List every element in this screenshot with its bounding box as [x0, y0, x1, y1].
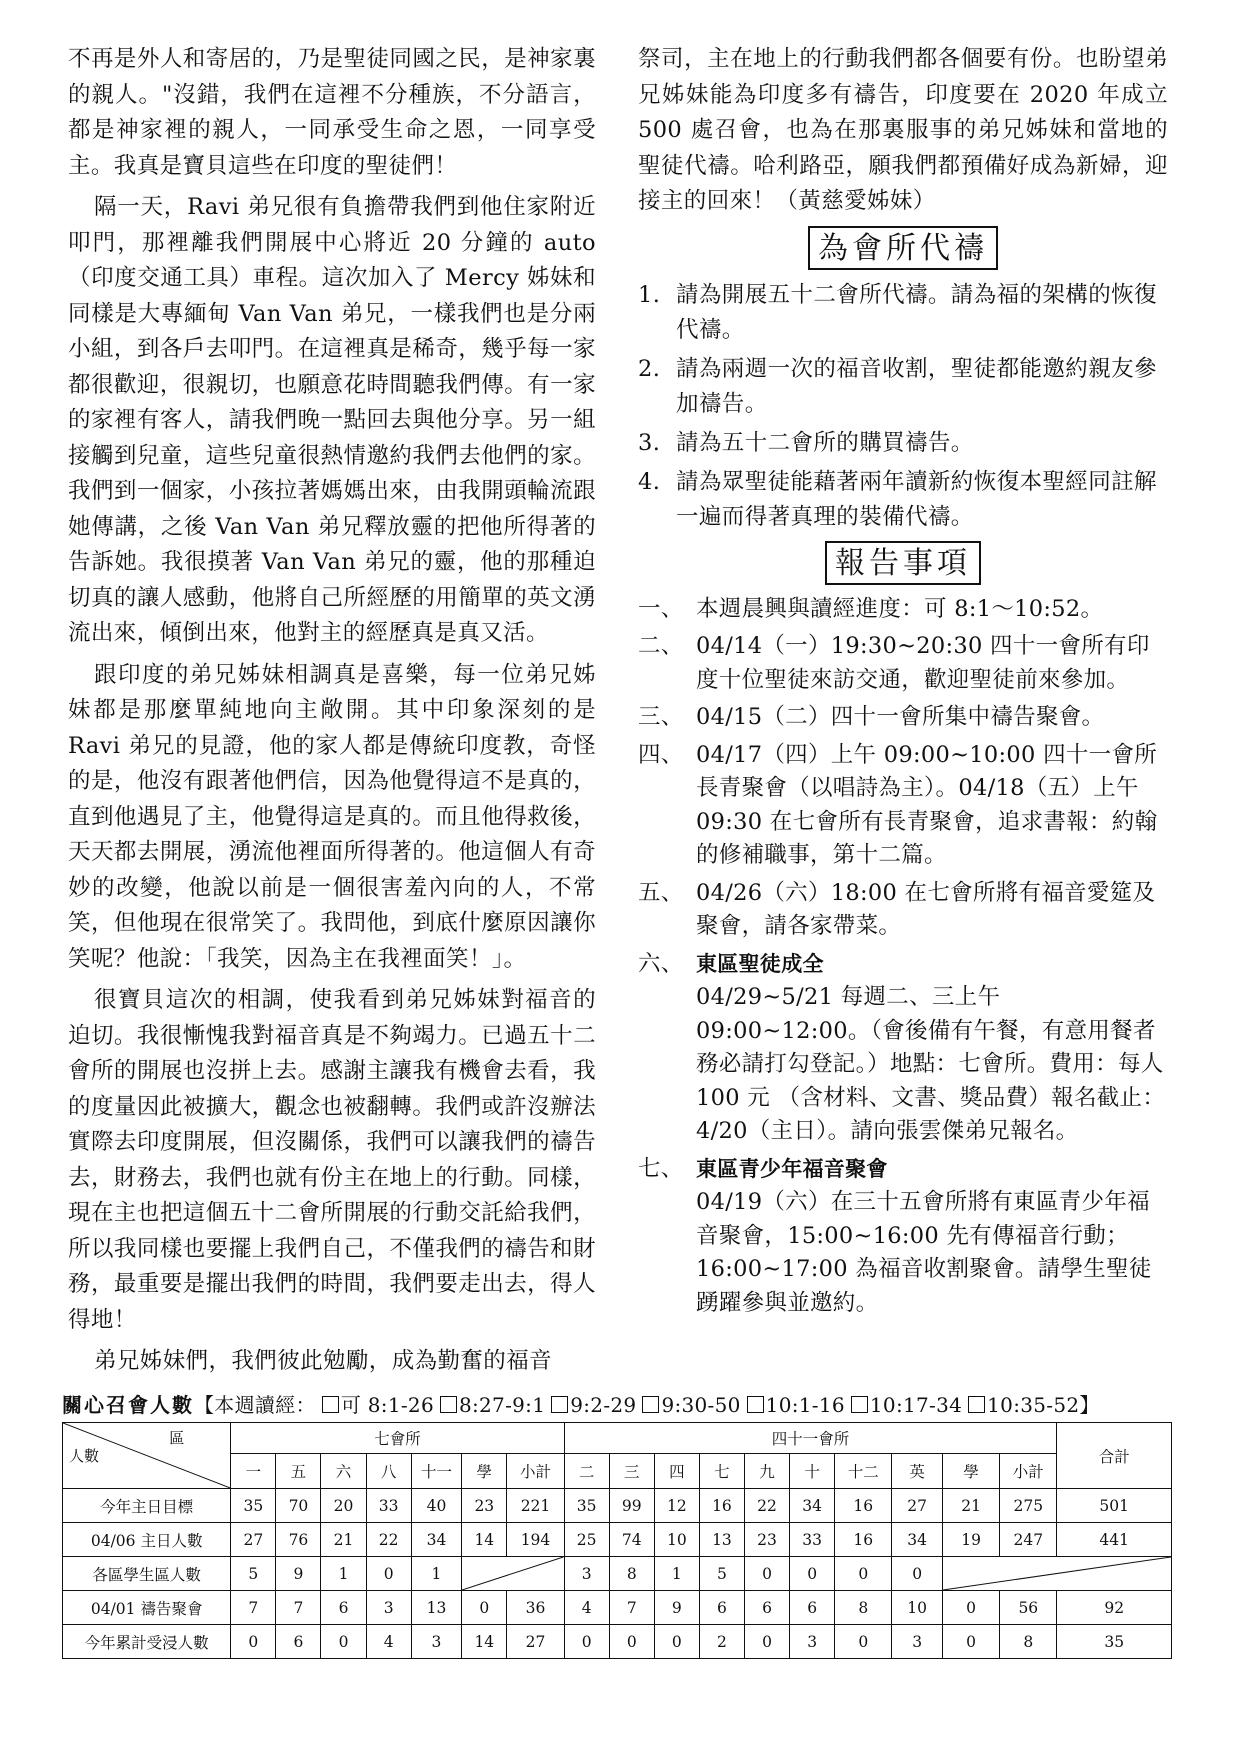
- table-cell: 8: [835, 1591, 892, 1625]
- notice-list: [638, 593, 1168, 1321]
- table-header-row: [63, 1423, 1172, 1454]
- table-cell: 0: [321, 1625, 366, 1659]
- table-cell: 5: [231, 1557, 276, 1591]
- table-cell: 12: [654, 1489, 699, 1523]
- reading-checkbox[interactable]: [851, 1396, 868, 1413]
- article-paragraph-4: 很寶貝這次的相調，使我看到弟兄姊妹對福音的迫切。我很慚愧我對福音真是不夠竭力。已過五十二會所的開展也沒拼上去。感謝主讓我有機會去看，我的度量因此被擴大，觀念也被翻轉。我們或許沒辦法實際去印度開展，但沒關係，我們可以讓我們的禱告去，財務去，我們也就有份主在地上的行動。同樣，現在主也把這個五十二會所開展的行動交託給我們，所以我同樣也要擺上我們自己，不僅我們的禱告和財務，最重要是擺出我們的時間，我們要走出去，得人得地！: [68, 987, 596, 1333]
- notice-item-number: 四、: [638, 741, 684, 768]
- table-row: [63, 1489, 1172, 1523]
- prayer-item: [638, 278, 1168, 348]
- table-cell: 0: [942, 1591, 999, 1625]
- table-cell: 0: [744, 1625, 789, 1659]
- reading-item: 可 8:1-26: [340, 1393, 434, 1417]
- notice-item-number: 一、: [638, 595, 684, 622]
- table-cell: 4: [366, 1625, 411, 1659]
- table-cell: 3: [892, 1625, 943, 1659]
- table-cell: 1: [654, 1557, 699, 1591]
- article-closing-paragraph: 祭司，主在地上的行動我們都各個要有份。也盼望弟兄姊妹能為印度多有禱告，印度要在 2020 年成立 500 處召會，也為在那裏服事的弟兄姊妹和當地的聖徒代禱。哈利路亞，願我們都預備好成為新婦，迎接主的回來！（黃慈愛姊妹）: [638, 46, 1168, 214]
- table-row: [63, 1557, 1172, 1591]
- table-cell: 1: [411, 1557, 462, 1591]
- table-cell: 0: [892, 1557, 943, 1591]
- table-cell: 0: [835, 1625, 892, 1659]
- notice-item: [638, 701, 1168, 735]
- table-cell: 0: [744, 1557, 789, 1591]
- article-paragraph-2: 隔一天，Ravi 弟兄很有負擔帶我們到他住家附近叩門，那裡離我們開展中心將近 20 分鐘的 auto（印度交通工具）車程。這次加入了 Mercy 姊妹和同樣是大專緬甸 Van Van 弟兄，一樣我們也是分兩小組，到各戶去叩門。在這裡真是稀奇，幾乎每一家都很歡迎，很親切，也願意花時間聽我們傳。有一家的家裡有客人，請我們晚一點回去與他分享。另一組接觸到兒童，這些兒童很熱情邀約我們去他們的家。我們到一個家，小孩拉著媽媽出來，由我開頭輪流跟她傳講，之後 Van Van 弟兄釋放靈的把他所得著的告訴她。我很摸著 Van Van 弟兄的靈，他的那種迫切真的讓人感動，他將自己所經歷的用簡單的英文湧流出來，傾倒出來，他對主的經歷真是真又活。: [68, 194, 596, 646]
- district-column-header: 學: [462, 1454, 507, 1489]
- table-cell: 6: [790, 1591, 835, 1625]
- prayer-list: [638, 278, 1168, 535]
- table-cell: 22: [744, 1489, 789, 1523]
- table-cell: 9: [276, 1557, 321, 1591]
- notice-item-text: 本週晨興與讀經進度：可 8:1～10:52。: [696, 595, 1104, 622]
- district-column-header: 學: [942, 1454, 999, 1489]
- right-column: [638, 42, 1168, 1324]
- table-cell: 22: [366, 1523, 411, 1557]
- table-cell: 13: [411, 1591, 462, 1625]
- table-cell: 23: [744, 1523, 789, 1557]
- notice-item-number: 七、: [638, 1155, 684, 1182]
- district-column-header: 二: [564, 1454, 609, 1489]
- article-paragraph-5: 弟兄姊妹們，我們彼此勉勵，成為勤奮的福音: [94, 1348, 553, 1374]
- notice-item: [638, 593, 1168, 627]
- table-cell: 0: [231, 1625, 276, 1659]
- prayer-item: [638, 465, 1168, 535]
- district-column-header: 小計: [507, 1454, 564, 1489]
- table-cell: 7: [609, 1591, 654, 1625]
- table-cell: 34: [790, 1489, 835, 1523]
- prayer-item-text: 請為眾聖徒能藉著兩年讀新約恢復本聖經同註解一遍而得著真理的裝備代禱。: [676, 468, 1157, 530]
- prayer-heading: 為會所代禱: [808, 226, 998, 270]
- notice-item-text: 04/17（四）上午 09:00~10:00 四十一會所長青聚會（以唱詩為主）。04/18（五）上午 09:30 在七會所有長青聚會，追求書報：約翰的修補職事，第十二篇。: [696, 741, 1158, 868]
- table-cell: 0: [654, 1625, 699, 1659]
- reading-item: 10:35-52: [987, 1393, 1080, 1417]
- table-cell: 194: [507, 1523, 564, 1557]
- table-cell: 35: [1057, 1625, 1172, 1659]
- row-label: 今年累計受浸人數: [63, 1625, 231, 1659]
- table-row: [63, 1625, 1172, 1659]
- attendance-table: [62, 1422, 1172, 1659]
- group-header-hall-7: 七會所: [231, 1423, 564, 1454]
- table-cell: 8: [609, 1557, 654, 1591]
- reading-item: 10:17-34: [869, 1393, 963, 1417]
- table-cell: 1: [321, 1557, 366, 1591]
- corner-label-count: 人數: [69, 1447, 100, 1465]
- table-cell: 25: [564, 1523, 609, 1557]
- reading-schedule-line: [62, 1392, 1172, 1418]
- table-cell: 13: [699, 1523, 744, 1557]
- table-corner-cell: [63, 1423, 231, 1489]
- table-cell: 10: [892, 1591, 943, 1625]
- district-column-header: 五: [276, 1454, 321, 1489]
- table-cell: 21: [321, 1523, 366, 1557]
- district-column-header: 十: [790, 1454, 835, 1489]
- district-column-header: 七: [699, 1454, 744, 1489]
- district-column-header: 六: [321, 1454, 366, 1489]
- prayer-item: [638, 426, 1168, 461]
- notice-item-number: 二、: [638, 633, 684, 659]
- prayer-heading-wrap: [638, 226, 1168, 270]
- table-cell: 0: [609, 1625, 654, 1659]
- table-cell: 8: [1000, 1625, 1057, 1659]
- prayer-item-text: 請為兩週一次的福音收割，聖徒都能邀約親友參加禱告。: [676, 355, 1157, 417]
- prayer-item-number: 1.: [638, 281, 661, 308]
- table-cell: 0: [366, 1557, 411, 1591]
- prayer-item-number: 4.: [638, 468, 661, 495]
- table-cell: 27: [892, 1489, 943, 1523]
- table-cell: 0: [564, 1625, 609, 1659]
- table-cell: 6: [744, 1591, 789, 1625]
- reading-checkbox[interactable]: [747, 1396, 764, 1413]
- row-label: 04/01 禱告聚會: [63, 1591, 231, 1625]
- notice-item-number: 五、: [638, 879, 684, 906]
- table-cell: 275: [1000, 1489, 1057, 1523]
- table-cell: 20: [321, 1489, 366, 1523]
- notice-heading: 報告事項: [825, 541, 981, 585]
- table-cell: 441: [1057, 1523, 1172, 1557]
- attendance-title: 關心召會人數: [62, 1393, 194, 1417]
- table-cell: 35: [231, 1489, 276, 1523]
- district-column-header: 八: [366, 1454, 411, 1489]
- table-cell: 7: [231, 1591, 276, 1625]
- article-paragraph-3: 跟印度的弟兄姊妹相調真是喜樂，每一位弟兄姊妹都是那麼單純地向主敞開。其中印象深刻的是 Ravi 弟兄的見證，他的家人都是傳統印度教，奇怪的是，他沒有跟著他們信，因為他覺得這不是真的，直到他遇見了主，他覺得這是真的。而且他得救後，天天都去開展，湧流他裡面所得著的。他這個人有奇妙的改變，他說以前是一個很害羞內向的人，不常笑，但他現在很常笑了。我問他，到底什麼原因讓你笑呢？他說：「我笑，因為主在我裡面笑！」。: [68, 661, 596, 972]
- row-label: 各區學生區人數: [63, 1557, 231, 1591]
- table-cell: 501: [1057, 1489, 1172, 1523]
- reading-item: 9:2-29: [570, 1393, 637, 1417]
- notice-heading-wrap: [638, 541, 1168, 585]
- prayer-item-number: 3.: [638, 429, 661, 456]
- notice-item-title: 東區聖徒成全: [696, 951, 824, 976]
- row-label: 04/06 主日人數: [63, 1523, 231, 1557]
- notice-item-title: 東區青少年福音聚會: [696, 1156, 888, 1181]
- table-cell: 0: [462, 1591, 507, 1625]
- notice-item-number: 三、: [638, 704, 684, 730]
- table-cell: 14: [462, 1625, 507, 1659]
- table-cell: 35: [564, 1489, 609, 1523]
- article-paragraph-1: 不再是外人和寄居的，乃是聖徒同國之民，是神家裏的親人。"沒錯，我們在這裡不分種族，不分語言，都是神家裡的親人，一同承受生命之恩，一同享受主。我真是寶貝這些在印度的聖徒們！: [68, 46, 596, 179]
- prayer-item-number: 2.: [638, 355, 661, 382]
- district-column-header: 十二: [835, 1454, 892, 1489]
- table-cell: 70: [276, 1489, 321, 1523]
- district-column-header: 小計: [1000, 1454, 1057, 1489]
- table-row: [63, 1591, 1172, 1625]
- district-column-header: 十一: [411, 1454, 462, 1489]
- reading-checkbox[interactable]: [322, 1396, 339, 1413]
- notice-item: [638, 739, 1168, 873]
- table-cell: 221: [507, 1489, 564, 1523]
- total-header: 合計: [1057, 1423, 1172, 1489]
- table-cell: 56: [1000, 1591, 1057, 1625]
- table-cell: 16: [699, 1489, 744, 1523]
- table-cell: 76: [276, 1523, 321, 1557]
- reading-item: 8:27-9:1: [458, 1393, 546, 1417]
- table-body: [63, 1489, 1172, 1659]
- table-cell: 92: [1057, 1591, 1172, 1625]
- table-cell: 3: [411, 1625, 462, 1659]
- table-cell: 4: [564, 1591, 609, 1625]
- table-cell: 33: [366, 1489, 411, 1523]
- reading-checkbox[interactable]: [968, 1396, 985, 1413]
- table-cell: 36: [507, 1591, 564, 1625]
- reading-checkbox[interactable]: [642, 1396, 659, 1413]
- notice-item-text: 04/15（二）四十一會所集中禱告聚會。: [696, 704, 1105, 730]
- reading-item: 10:1-16: [765, 1393, 845, 1417]
- group-header-hall-41: 四十一會所: [564, 1423, 1057, 1454]
- empty-slash-cell: [942, 1557, 1171, 1591]
- reading-checkbox[interactable]: [551, 1396, 568, 1413]
- table-cell: 99: [609, 1489, 654, 1523]
- district-column-header: 九: [744, 1454, 789, 1489]
- table-cell: 7: [276, 1591, 321, 1625]
- table-cell: 0: [790, 1557, 835, 1591]
- table-cell: 34: [892, 1523, 943, 1557]
- reading-suffix: 】: [1079, 1393, 1100, 1417]
- attendance-section: [62, 1392, 1172, 1659]
- notice-item-number: 六、: [638, 950, 684, 977]
- notice-item-text: 04/19（六）在三十五會所將有東區青少年福音聚會，15:00~16:00 先有傳福音行動；16:00~17:00 為福音收割聚會。請學生聖徒踴躍參與並邀約。: [696, 1189, 1152, 1316]
- table-cell: 6: [276, 1625, 321, 1659]
- table-cell: 40: [411, 1489, 462, 1523]
- table-cell: 16: [835, 1489, 892, 1523]
- table-cell: 16: [835, 1523, 892, 1557]
- table-cell: 0: [942, 1625, 999, 1659]
- table-cell: 2: [699, 1625, 744, 1659]
- empty-slash-cell: [462, 1557, 564, 1591]
- reading-item: 9:30-50: [661, 1393, 741, 1417]
- table-cell: 247: [1000, 1523, 1057, 1557]
- table-cell: 23: [462, 1489, 507, 1523]
- table-cell: 74: [609, 1523, 654, 1557]
- reading-prefix: 【本週讀經：: [194, 1393, 316, 1417]
- prayer-item: [638, 352, 1168, 422]
- table-cell: 19: [942, 1523, 999, 1557]
- district-column-header: 三: [609, 1454, 654, 1489]
- table-cell: 27: [507, 1625, 564, 1659]
- district-column-header: 英: [892, 1454, 943, 1489]
- left-column: [68, 42, 596, 1386]
- table-cell: 10: [654, 1523, 699, 1557]
- table-cell: 3: [790, 1625, 835, 1659]
- table-cell: 6: [321, 1591, 366, 1625]
- row-label: 今年主日目標: [63, 1489, 231, 1523]
- table-cell: 6: [699, 1591, 744, 1625]
- table-cell: 34: [411, 1523, 462, 1557]
- notice-item: [638, 1153, 1168, 1321]
- table-cell: 3: [366, 1591, 411, 1625]
- notice-item-text: 04/29~5/21 每週二、三上午 09:00~12:00。（會後備有午餐，有意用餐者務必請打勾登記。）地點：七會所。費用：每人 100 元 （含材料、文書、獎品費）報名截止：4/20（主日）。請向張雲傑弟兄報名。: [696, 984, 1166, 1144]
- notice-item: [638, 877, 1168, 944]
- table-cell: 5: [699, 1557, 744, 1591]
- notice-item-text: 04/14（一）19:30~20:30 四十一會所有印度十位聖徒來訪交通，歡迎聖徒前來參加。: [696, 633, 1150, 693]
- table-cell: 27: [231, 1523, 276, 1557]
- table-cell: 3: [564, 1557, 609, 1591]
- notice-item: [638, 948, 1168, 1149]
- table-cell: 14: [462, 1523, 507, 1557]
- table-cell: 9: [654, 1591, 699, 1625]
- table-row: [63, 1523, 1172, 1557]
- notice-item-text: 04/26（六）18:00 在七會所將有福音愛筵及聚會，請各家帶菜。: [696, 879, 1156, 939]
- prayer-item-text: 請為五十二會所的購買禱告。: [676, 429, 974, 456]
- corner-label-district: 區: [169, 1429, 185, 1447]
- prayer-item-text: 請為開展五十二會所代禱。請為福的架構的恢復代禱。: [676, 281, 1157, 343]
- table-cell: 21: [942, 1489, 999, 1523]
- notice-item: [638, 630, 1168, 697]
- district-column-header: 四: [654, 1454, 699, 1489]
- reading-checkbox[interactable]: [440, 1396, 457, 1413]
- district-column-header: 一: [231, 1454, 276, 1489]
- table-cell: 0: [835, 1557, 892, 1591]
- table-cell: 33: [790, 1523, 835, 1557]
